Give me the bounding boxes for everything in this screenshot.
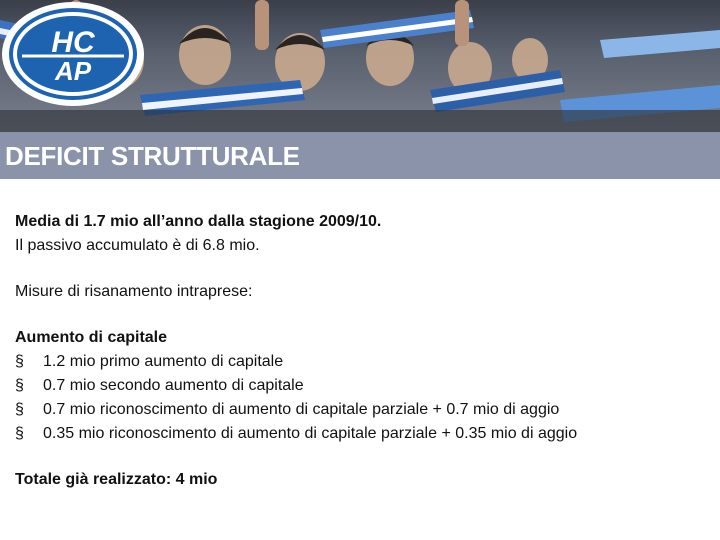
bullet-marker: §	[15, 377, 24, 394]
list-item	[15, 398, 705, 422]
page-title: DEFICIT STRUTTURALE	[5, 141, 300, 171]
total-realized-text: Totale già realizzato: 4 mio	[15, 471, 218, 488]
list-item	[15, 422, 705, 446]
svg-text:HC: HC	[51, 26, 95, 59]
bullet-marker: §	[15, 425, 24, 442]
bullet-marker: §	[15, 401, 24, 418]
average-deficit-text: Media di 1.7 mio all’anno dalla stagione 2009/10.	[15, 213, 382, 230]
bullet-text: 0.7 mio secondo aumento di capitale	[43, 377, 304, 394]
svg-text:AP: AP	[54, 56, 92, 86]
club-logo-icon	[0, 0, 146, 108]
measures-intro-text: Misure di risanamento intraprese:	[15, 283, 253, 300]
bullet-text: 1.2 mio primo aumento di capitale	[43, 353, 284, 370]
bullet-marker: §	[15, 353, 24, 370]
bullet-text: 0.7 mio riconoscimento di aumento di capitale parziale + 0.7 mio di aggio	[43, 401, 560, 418]
list-item	[15, 374, 705, 398]
list-item	[15, 350, 705, 374]
title-bar	[0, 132, 720, 179]
bullet-text: 0.35 mio riconoscimento di aumento di capitale parziale + 0.35 mio di aggio	[43, 425, 578, 442]
slide-body	[15, 210, 705, 492]
fans-banner-image	[0, 0, 720, 132]
section-title: Aumento di capitale	[15, 329, 168, 346]
accumulated-liability-text: Il passivo accumulato è di 6.8 mio.	[15, 237, 260, 254]
